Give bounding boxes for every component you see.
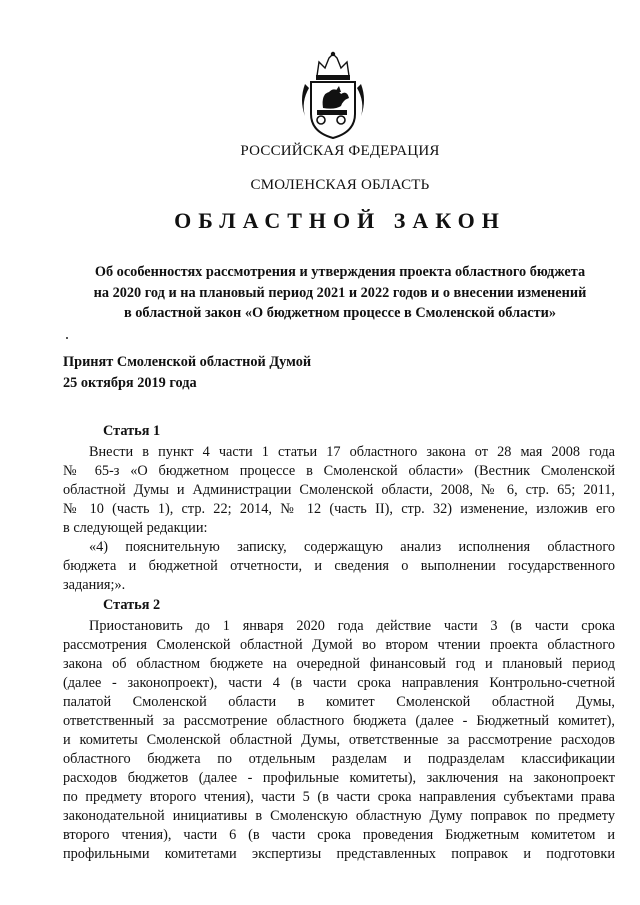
text-line: профильными комитетами экспертизы представленных поправок и подготовки [63,846,615,862]
text-line: в следующей редакции: [63,520,208,536]
text-line: законодательной инициативы в Смоленскую областную Думу поправок по предмету [63,808,615,824]
text-line: (далее - законопроект), части 4 (в части срока направления Контрольно-счетной [63,675,615,691]
text-line: № 65-з «О бюджетном процессе в Смоленской области» (Вестник Смоленской [63,463,615,479]
adoption-info [63,352,311,393]
text-line: второго чтения), части 6 (в части срока проведения Бюджетным комитетом и [63,827,615,843]
stray-dot [66,337,68,339]
text-line: расходов бюджетов (далее - профильные комитеты), заключения на законопроект [63,770,615,786]
subject-line: на 2020 год и на плановый период 2021 и 2022 годов и о внесении изменений [93,284,587,301]
adoption-body: Принят Смоленской областной Думой [63,354,312,370]
text-line: палатой Смоленской области в комитет Смоленской областной Думы, [63,694,615,710]
text-line: Внести в пункт 4 части 1 статьи 17 областного закона от 28 мая 2008 года [89,444,615,460]
article-2-paragraph-1 [63,617,615,864]
subject-line: в областной закон «О бюджетном процессе в Смоленской области» [123,305,556,321]
coat-of-arms-emblem [295,50,371,140]
text-line: «4) пояснительную записку, содержащую анализ исполнения областного [89,539,615,555]
subject-line: Об особенностях рассмотрения и утверждения проекта областного бюджета [94,264,586,280]
text-line: Приостановить до 1 января 2020 года действие части 3 (в части срока [89,618,615,634]
text-line: закона об областном бюджете на очередной финансовый год и плановый период [63,656,615,672]
law-subject-title [62,262,618,324]
adoption-date: 25 октября 2019 года [63,374,197,391]
text-line: бюджета и бюджетной отчетности, и сведения о выполнении государственного [63,558,615,574]
country-heading: РОССИЙСКАЯ ФЕДЕРАЦИЯ [240,143,440,159]
text-line: и комитеты Смоленской областной Думы, ответственные за рассмотрение расходов [63,732,615,748]
region-heading: СМОЛЕНСКАЯ ОБЛАСТЬ [250,177,430,193]
text-line: областного бюджета по отдельным разделам и подразделам классификации [63,751,615,767]
article-1-paragraph-2 [63,538,615,595]
text-line: по предмету второго чтения), части 5 (в части срока направления субъектами права [63,789,615,805]
text-line: областной Думы и Администрации Смоленской области, 2008, № 6, стр. 65; 2011, [63,482,615,498]
text-line: № 10 (часть 1), стр. 22; 2014, № 12 (часть II), стр. 32) изменение, изложив его [63,501,615,517]
text-line: ответственный за рассмотрение областного бюджета (далее - Бюджетный комитет), [63,713,615,729]
document-title: ОБЛАСТНОЙ ЗАКОН [174,208,506,233]
article-1-paragraph-1 [63,443,615,538]
article-1-heading: Статья 1 [103,423,161,439]
article-2-heading: Статья 2 [103,597,161,613]
text-line: задания;». [63,577,126,593]
text-line: рассмотрения Смоленской областной Думой во втором чтении проекта областного [63,637,615,653]
